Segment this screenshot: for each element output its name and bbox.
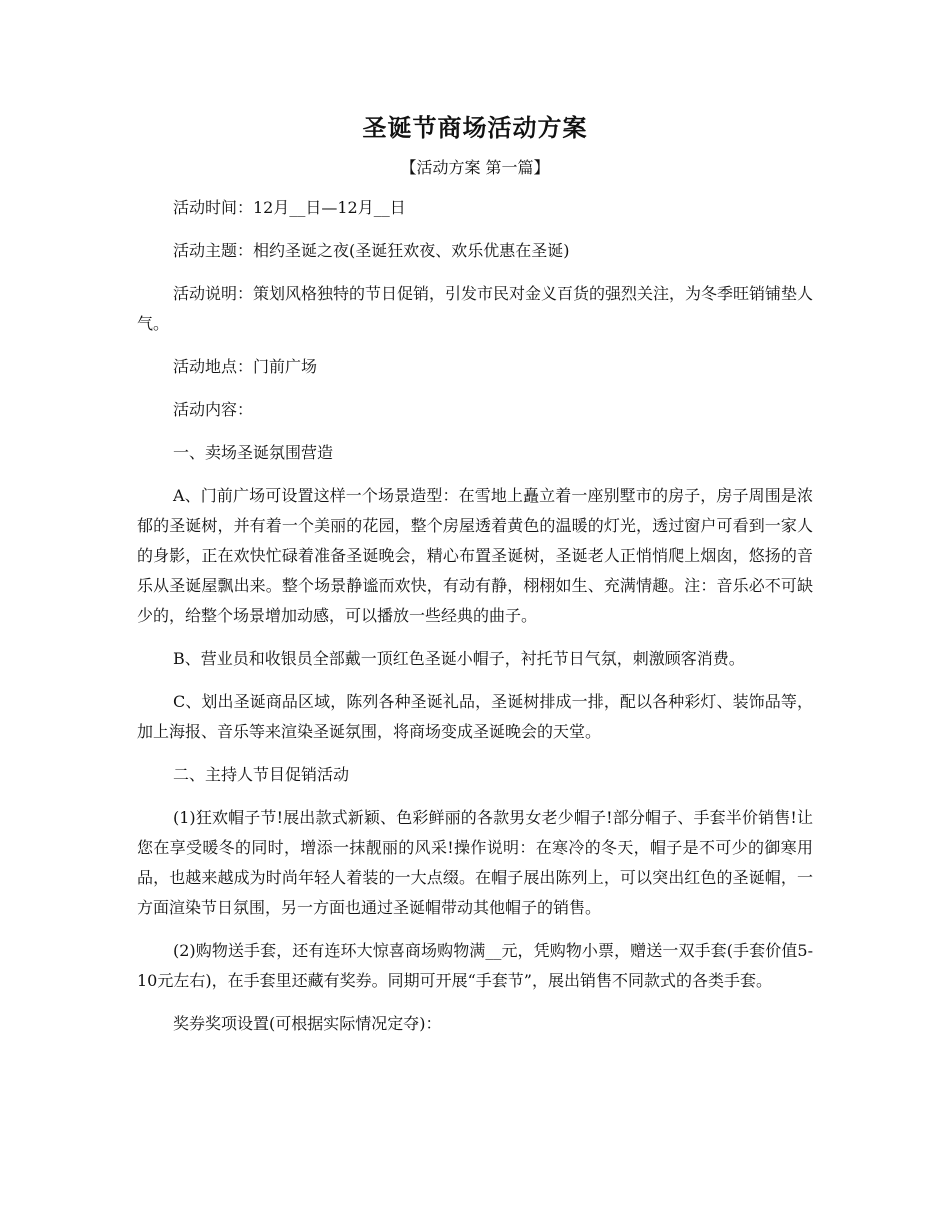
section-heading-1: 一、卖场圣诞氛围营造 <box>173 443 334 462</box>
paragraph-item-1: (1)狂欢帽子节!展出款式新颖、色彩鲜丽的各款男女老少帽子!部分帽子、手套半价销售!让您在享受暖冬的同时，增添一抹靓丽的风采!操作说明：在寒冷的冬天，帽子是不可少的御寒用品，也越来越成为时尚年轻人着装的一大点缀。在帽子展出陈列上，可以突出红色的圣诞帽，一方面渲染节日氛围，另一方面也通过圣诞帽带动其他帽子的销售。 <box>137 808 813 917</box>
paragraph-item-c: C、划出圣诞商品区域，陈列各种圣诞礼品，圣诞树排成一排，配以各种彩灯、装饰品等，加上海报、音乐等来渲染圣诞氛围，将商场变成圣诞晚会的天堂。 <box>137 692 813 741</box>
section-heading-2: 二、主持人节目促销活动 <box>173 765 350 784</box>
activity-time: 活动时间：12月__日—12月__日 <box>173 198 406 217</box>
document-subtitle: 【活动方案 第一篇】 <box>400 158 550 177</box>
activity-description: 活动说明：策划风格独特的节日促销，引发市民对金义百货的强烈关注，为冬季旺销铺垫人气。 <box>137 284 814 333</box>
paragraph-item-a: A、门前广场可设置这样一个场景造型：在雪地上矗立着一座别墅市的房子，房子周围是浓郁的圣诞树，并有着一个美丽的花园，整个房屋透着黄色的温暖的灯光，透过窗户可看到一家人的身影，正在欢快忙碌着准备圣诞晚会，精心布置圣诞树，圣诞老人正悄悄爬上烟囱，悠扬的音乐从圣诞屋飘出来。整个场景静谧而欢快，有动有静，栩栩如生、充满情趣。注：音乐必不可缺少的，给整个场景增加动感，可以播放一些经典的曲子。 <box>137 486 813 625</box>
document-title: 圣诞节商场活动方案 <box>362 113 588 142</box>
activity-place: 活动地点：门前广场 <box>173 357 318 376</box>
prize-setting-heading: 奖券奖项设置(可根据实际情况定夺)： <box>173 1014 442 1033</box>
document-body <box>137 110 813 1039</box>
paragraph-item-2: (2)购物送手套，还有连环大惊喜商场购物满__元，凭购物小票，赠送一双手套(手套价值5-10元左右)，在手套里还藏有奖券。同期可开展“手套节”，展出销售不同款式的各类手套。 <box>137 941 813 990</box>
activity-theme: 活动主题：相约圣诞之夜(圣诞狂欢夜、欢乐优惠在圣诞) <box>173 241 570 260</box>
activity-content-label: 活动内容： <box>173 400 254 419</box>
paragraph-item-b: B、营业员和收银员全部戴一顶红色圣诞小帽子，衬托节日气氛，刺激顾客消费。 <box>173 649 745 668</box>
